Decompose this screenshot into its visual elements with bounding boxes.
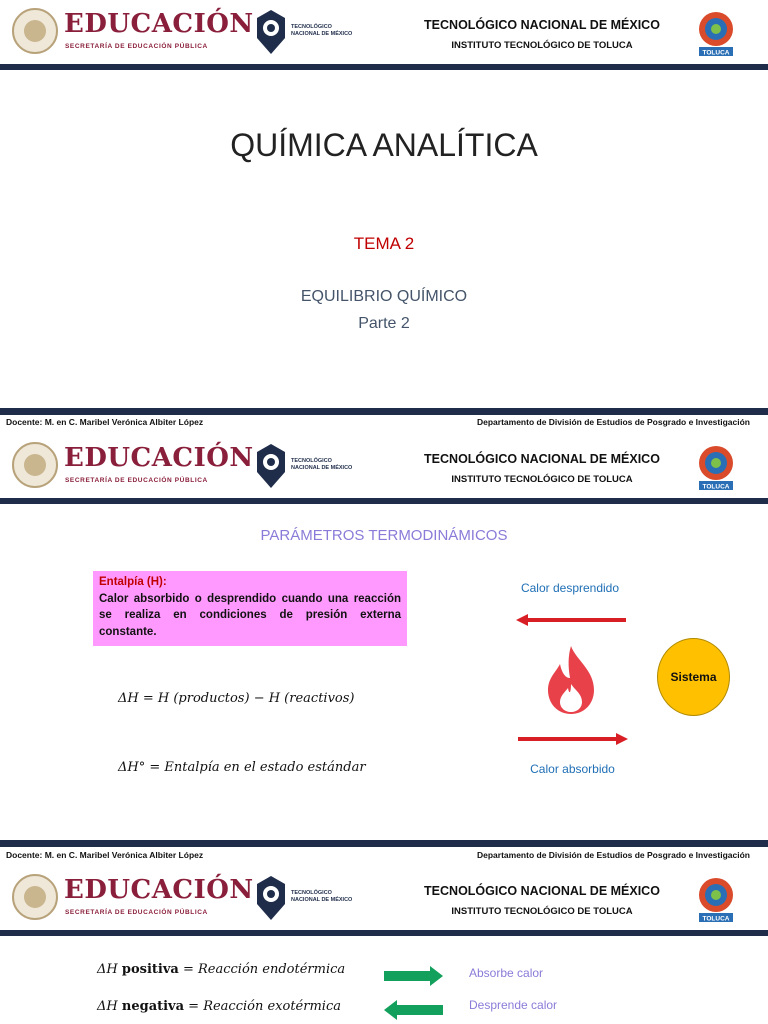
delta-h-positiva-row: ΔH positiva = Reacción endotérmica bbox=[97, 962, 346, 977]
tecnm-logo-text: TECNOLÓGICO NACIONAL DE MÉXICO bbox=[291, 458, 353, 471]
mexico-seal-logo bbox=[12, 8, 58, 54]
delta-h-negativa-row: ΔH negativa = Reacción exotérmica bbox=[97, 999, 341, 1014]
sep-subtitle: SECRETARÍA DE EDUCACIÓN PÚBLICA bbox=[65, 909, 208, 916]
entalpia-box bbox=[93, 571, 407, 646]
toluca-logo-icon bbox=[693, 443, 739, 491]
departamento-text: Departamento de División de Estudios de Posgrado e Investigación bbox=[476, 850, 750, 860]
slide2-header bbox=[0, 434, 768, 504]
svg-text:TOLUCA: TOLUCA bbox=[702, 49, 730, 57]
sep-subtitle: SECRETARÍA DE EDUCACIÓN PÚBLICA bbox=[65, 43, 208, 50]
footer-bar bbox=[0, 408, 768, 415]
entalpia-definition: Calor absorbido o desprendido cuando una reacción se realiza en condiciones de presión externa constante. bbox=[99, 592, 401, 639]
equation-delta-h-standard: ΔH° = Entalpía en el estado estándar bbox=[118, 760, 366, 775]
slide3-header bbox=[0, 866, 768, 936]
footer-bar bbox=[0, 840, 768, 847]
entalpia-title: Entalpía (H): bbox=[99, 576, 167, 588]
arrow-left-icon bbox=[516, 612, 628, 628]
arrow-right-icon bbox=[516, 731, 628, 747]
educacion-logo-text: EDUCACIÓN bbox=[64, 875, 254, 905]
itt-title: INSTITUTO TECNOLÓGICO DE TOLUCA bbox=[451, 906, 633, 917]
fire-icon bbox=[540, 644, 602, 716]
slide1-parte: Parte 2 bbox=[358, 315, 410, 332]
arrow-right-green-icon bbox=[384, 966, 444, 986]
departamento-text: Departamento de División de Estudios de Posgrado e Investigación bbox=[476, 417, 750, 427]
svg-text:TOLUCA: TOLUCA bbox=[702, 483, 730, 491]
calor-desprendido-label: Calor desprendido bbox=[520, 581, 620, 595]
tecnm-logo-icon bbox=[254, 874, 288, 922]
slide1-title: QUÍMICA ANALÍTICA bbox=[230, 127, 538, 163]
tecnm-logo-icon bbox=[254, 8, 288, 56]
toluca-logo-icon bbox=[693, 9, 739, 57]
itt-title: INSTITUTO TECNOLÓGICO DE TOLUCA bbox=[451, 40, 633, 51]
mexico-seal-logo bbox=[12, 874, 58, 920]
slide2-heading: PARÁMETROS TERMODINÁMICOS bbox=[260, 527, 508, 544]
calor-absorbido-label: Calor absorbido bbox=[530, 762, 615, 776]
sistema-circle bbox=[657, 638, 730, 716]
header-bar bbox=[0, 498, 768, 504]
educacion-logo-text: EDUCACIÓN bbox=[64, 443, 254, 473]
tnm-title: TECNOLÓGICO NACIONAL DE MÉXICO bbox=[424, 18, 660, 32]
educacion-logo-text: EDUCACIÓN bbox=[64, 9, 254, 39]
toluca-logo-icon bbox=[693, 875, 739, 923]
tnm-title: TECNOLÓGICO NACIONAL DE MÉXICO bbox=[424, 452, 660, 466]
header-bar bbox=[0, 930, 768, 936]
docente-text: Docente: M. en C. Maribel Verónica Albiter López bbox=[6, 850, 204, 860]
docente-text: Docente: M. en C. Maribel Verónica Albiter López bbox=[6, 417, 204, 427]
tecnm-logo-text: TECNOLÓGICO NACIONAL DE MÉXICO bbox=[291, 890, 353, 903]
sistema-label: Sistema bbox=[670, 670, 717, 684]
sep-subtitle: SECRETARÍA DE EDUCACIÓN PÚBLICA bbox=[65, 477, 208, 484]
header-bar bbox=[0, 64, 768, 70]
tecnm-logo-icon bbox=[254, 442, 288, 490]
slide1-subtitle: EQUILIBRIO QUÍMICO bbox=[300, 288, 468, 305]
equation-delta-h: ΔH = H (productos) − H (reactivos) bbox=[118, 691, 355, 706]
itt-title: INSTITUTO TECNOLÓGICO DE TOLUCA bbox=[451, 474, 633, 485]
slide1-header bbox=[0, 0, 768, 70]
tnm-title: TECNOLÓGICO NACIONAL DE MÉXICO bbox=[424, 884, 660, 898]
arrow-left-green-icon bbox=[384, 1000, 444, 1020]
mexico-seal-logo bbox=[12, 442, 58, 488]
svg-text:TOLUCA: TOLUCA bbox=[702, 915, 730, 923]
tecnm-logo-text: TECNOLÓGICO NACIONAL DE MÉXICO bbox=[291, 24, 353, 37]
desprende-calor-label: Desprende calor bbox=[469, 998, 558, 1012]
tema-label: TEMA 2 bbox=[353, 234, 415, 253]
absorbe-calor-label: Absorbe calor bbox=[469, 966, 544, 980]
